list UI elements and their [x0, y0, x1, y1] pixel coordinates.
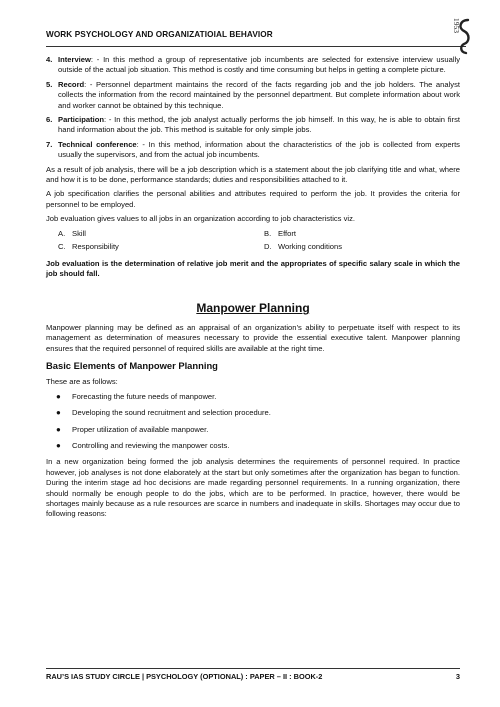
- item-number: 7.: [46, 139, 53, 149]
- method-item-interview: [46, 55, 460, 76]
- job-characteristics-list: [58, 229, 460, 253]
- method-item-participation: [46, 115, 460, 136]
- item-term: Interview: [58, 55, 91, 64]
- manpower-intro-paragraph: Manpower planning may be defined as an appraisal of an organization’s ability to perpetuate itself with respect to its management as determination of measures necessary to provide the essential executive talent. Manpower planning ensures that the required personnel of required skills are available at the right time.: [46, 322, 460, 353]
- lead-text: These are as follows:: [46, 377, 118, 387]
- header-title: WORK PSYCHOLOGY AND ORGANIZATIOIAL BEHAVIOR: [46, 30, 273, 39]
- page-footer: [46, 668, 460, 685]
- job-description-paragraph: As a result of job analysis, there will be a job description which is a statement about the job clarifying title and what, where and how it is to be done, performance standards; duties and responsibilities attached to it.: [46, 164, 460, 185]
- method-item-record: [46, 80, 460, 111]
- section-title: Manpower Planning: [196, 301, 310, 316]
- manpower-closing-paragraph: In a new organization being formed the job analysis determines the requirements of personnel required. In practice however, job analyses is not done elaborately at the start but only sometimes after the organization has began to function. During the interim stage ad hoc decisions are made regarding personnel requirements. In a running organization, there should normally be enough people to do the jobs, which are to be performed. In practice, however, there would be shortages mainly because as a rule resources are scarce in numbers and inadequate in skills. Shortages may occur due to following reasons:: [46, 457, 460, 519]
- item-text: : - In this method, the job analyst actually performs the job himself. In this way, he is able to obtain first hand information about the job. This method is suitable for only simple jobs.: [58, 115, 460, 135]
- item-term: Participation: [58, 115, 104, 125]
- list-item: D. Working conditions: [264, 242, 343, 252]
- list-item: ● Developing the sound recruitment and selection procedure.: [56, 408, 271, 418]
- footer-text: RAU’S IAS STUDY CIRCLE | PSYCHOLOGY (OPTIONAL) : PAPER – II : BOOK-2: [46, 672, 323, 681]
- method-item-technical-conference: [46, 140, 460, 161]
- item-term: Technical conference: [58, 139, 137, 149]
- institute-logo: [446, 16, 476, 56]
- job-specification-paragraph: A job specification clarifies the personal abilities and attributes required to perform the job. It provides the criteria for personnel to be employed.: [46, 189, 460, 209]
- list-item: C. Responsibility: [58, 242, 119, 252]
- job-evaluation-paragraph: Job evaluation gives values to all jobs in an organization according to job characteristics viz.: [46, 214, 355, 224]
- item-number: 6.: [46, 115, 53, 125]
- bullet-icon: ●: [56, 424, 61, 434]
- swirl-logo-icon: [446, 16, 476, 56]
- item-number: 5.: [46, 79, 53, 89]
- item-text: : - Personnel department maintains the record of the facts regarding job and the job holders. The analyst collects the information from the record maintained by the personnel department. But complete information about work and worker cannot be obtained by this technique.: [58, 79, 460, 110]
- list-item: ● Controlling and reviewing the manpower costs.: [56, 440, 230, 450]
- list-item: A. Skill: [58, 228, 86, 238]
- list-item: ● Proper utilization of available manpower.: [56, 424, 209, 434]
- logo-year: 1953: [452, 18, 461, 33]
- item-number: 4.: [46, 55, 53, 64]
- sub-heading: Basic Elements of Manpower Planning: [46, 359, 218, 371]
- page-header: [46, 18, 466, 47]
- bullet-icon: ●: [56, 440, 61, 450]
- item-text: : - In this method, information about the characteristics of the job is collected from experts usually the supervisors, and from the actual job incumbents.: [58, 139, 460, 160]
- list-item: B. Effort: [264, 228, 297, 238]
- bullet-icon: ●: [56, 391, 61, 401]
- bullet-icon: ●: [56, 408, 61, 418]
- item-text: : - In this method a group of representative job incumbents are selected for extensive interview usually outside of the actual job situation. This method is costly and time consuming but helps in getting a complete picture.: [58, 55, 460, 75]
- page-content: [46, 55, 460, 524]
- job-evaluation-definition: Job evaluation is the determination of relative job merit and the appropriates of specific salary scale in which the job should fall.: [46, 258, 460, 278]
- list-item: ● Forecasting the future needs of manpower.: [56, 391, 217, 401]
- item-term: Record: [58, 79, 85, 89]
- page-number: 3: [455, 672, 460, 681]
